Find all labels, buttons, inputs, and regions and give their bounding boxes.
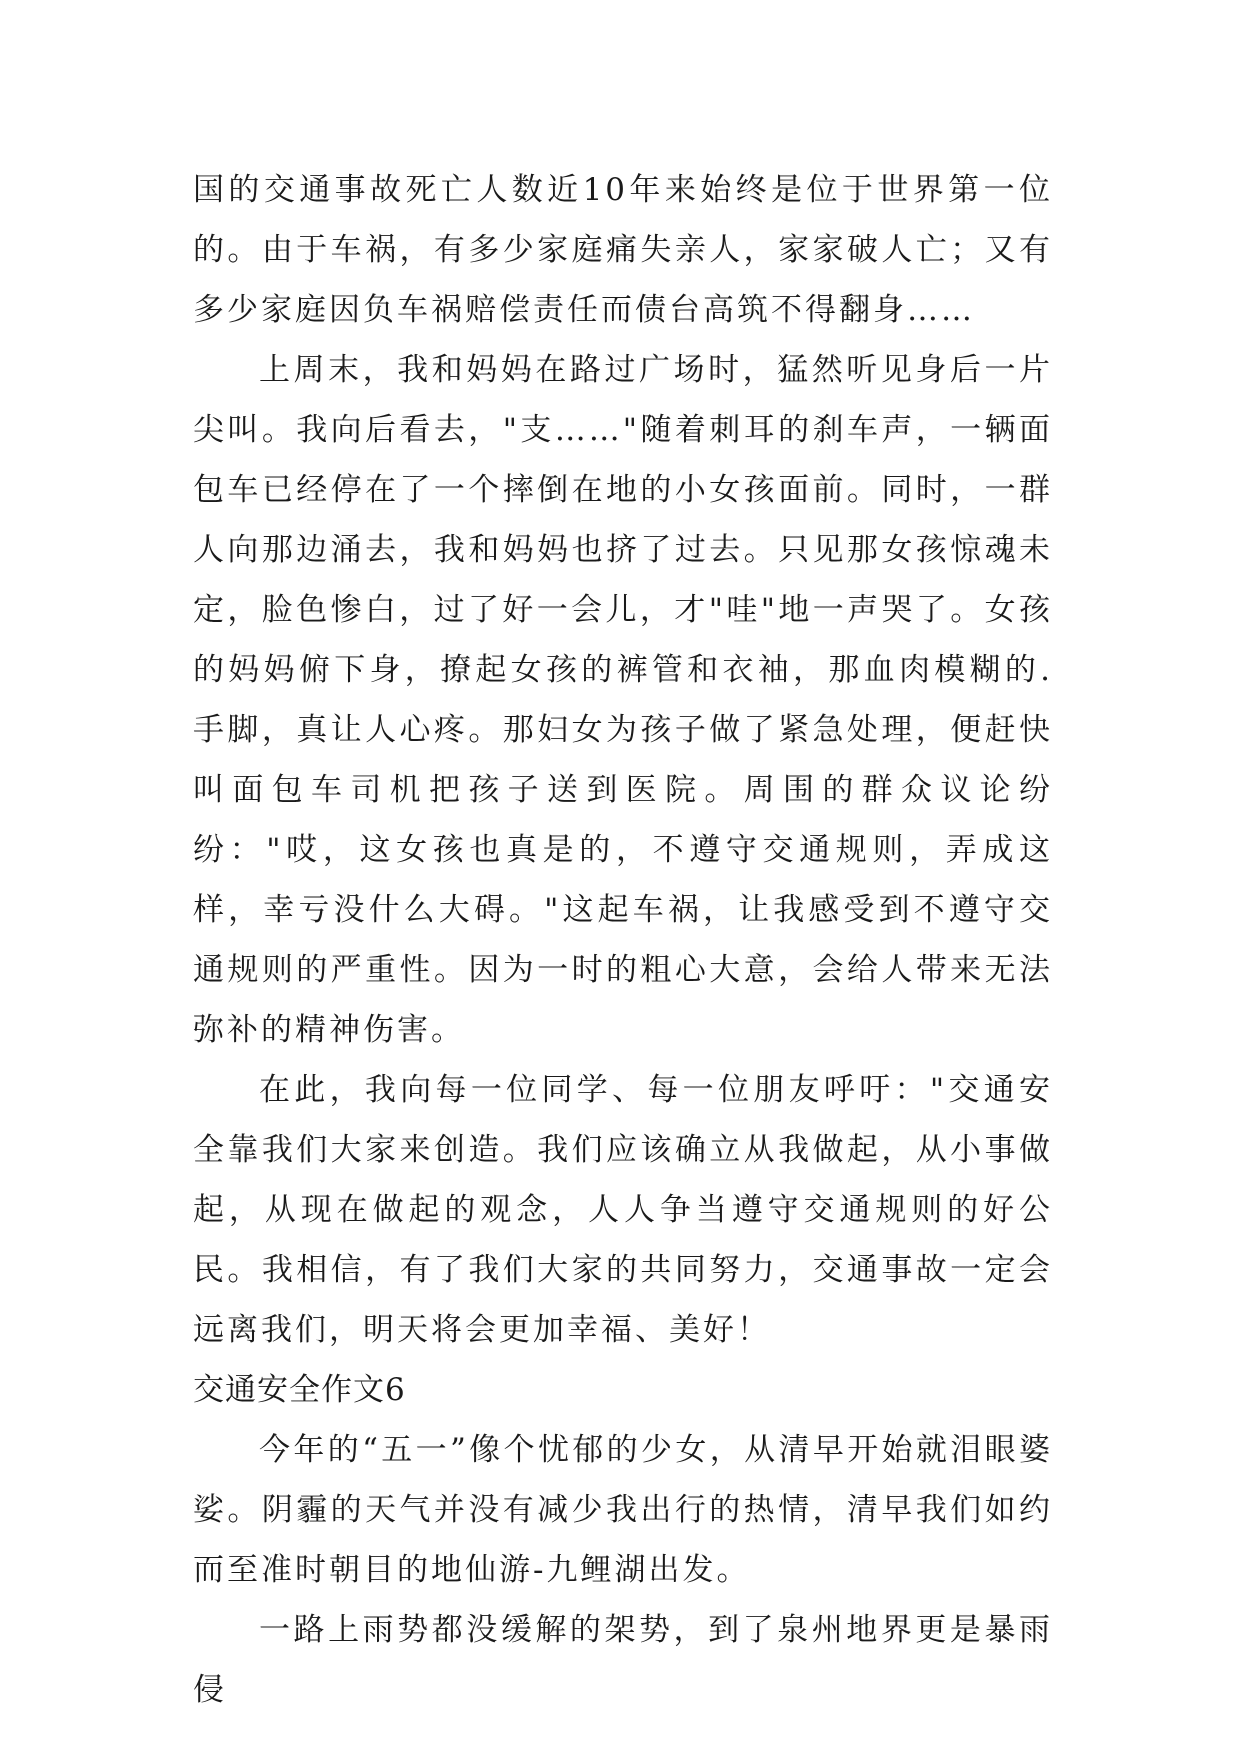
essay-heading: 交通安全作文6 (193, 1372, 406, 1408)
paragraph-appeal: 在此，我向每一位同学、每一位朋友呼吁："交通安全靠我们大家来创造。我们应该确立从我做起，从小事做起，从现在做起的观念，人人争当遵守交通规则的好公民。我相信，有了我们大家的共同努力，交通事故一定会远离我们，明天将会更加幸福、美好！ (193, 1072, 1053, 1348)
paragraph-may-day: 今年的“五一”像个忧郁的少女，从清早开始就泪眼婆娑。阴霾的天气并没有减少我出行的热情，清早我们如约而至准时朝目的地仙游-九鲤湖出发。 (193, 1432, 1053, 1588)
document-body (193, 160, 1053, 1720)
paragraph-rain-journey: 一路上雨势都没缓解的架势，到了泉州地界更是暴雨侵 (193, 1612, 1053, 1708)
paragraph-accident-story: 上周末，我和妈妈在路过广场时，猛然听见身后一片尖叫。我向后看去，"支……"随着刺耳的刹车声，一辆面包车已经停在了一个摔倒在地的小女孩面前。同时，一群人向那边涌去，我和妈妈也挤了过去。只见那女孩惊魂未定，脸色惨白，过了好一会儿，才"哇"地一声哭了。女孩的妈妈俯下身，撩起女孩的裤管和衣袖，那血肉模糊的.手脚，真让人心疼。那妇女为孩子做了紧急处理，便赶快叫面包车司机把孩子送到医院。周围的群众议论纷纷："哎，这女孩也真是的，不遵守交通规则，弄成这样，幸亏没什么大碍。"这起车祸，让我感受到不遵守交通规则的严重性。因为一时的粗心大意，会给人带来无法弥补的精神伤害。 (193, 352, 1053, 1048)
paragraph-opening-continuation: 国的交通事故死亡人数近10年来始终是位于世界第一位的。由于车祸，有多少家庭痛失亲人，家家破人亡；又有多少家庭因负车祸赔偿责任而债台高筑不得翻身…… (193, 172, 1053, 328)
